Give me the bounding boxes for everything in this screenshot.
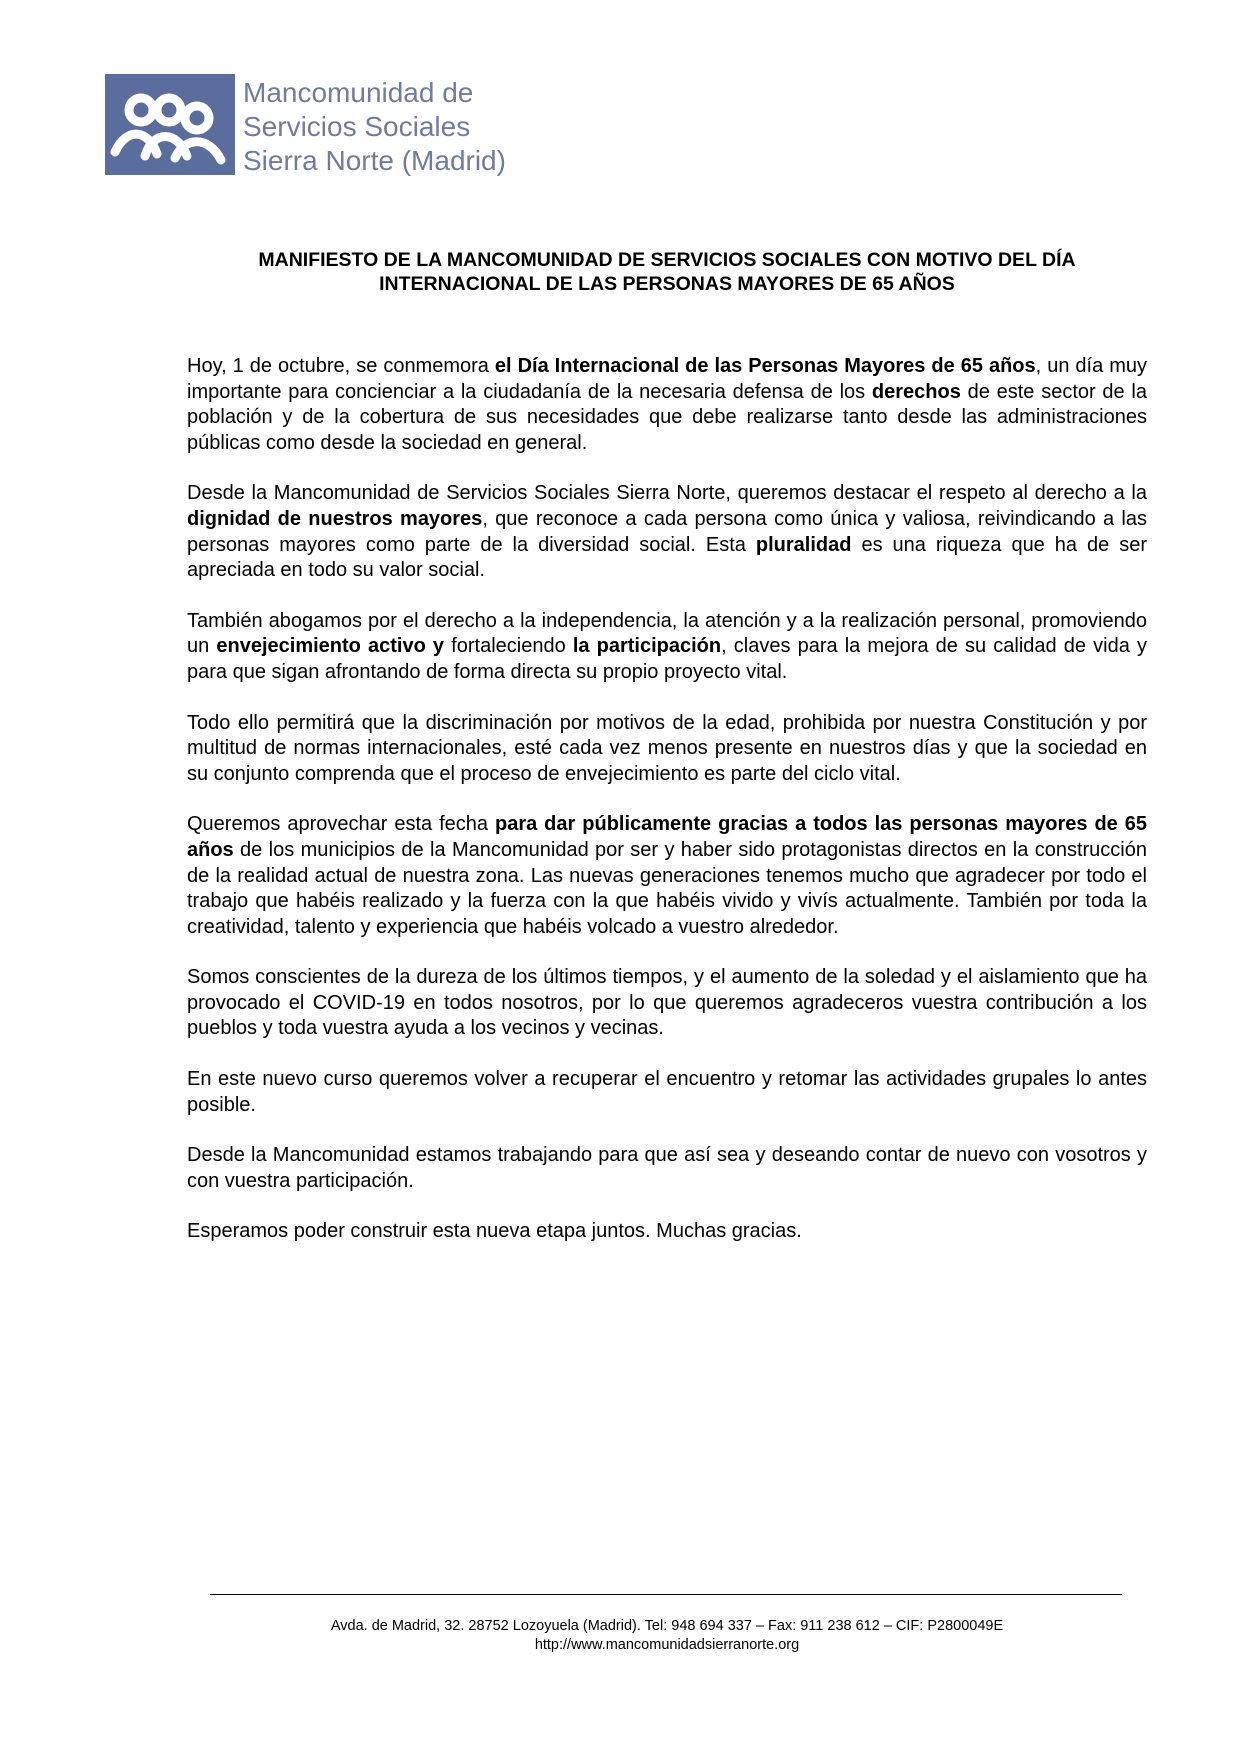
paragraph-2 [187, 481, 1147, 583]
text-run: Desde la Mancomunidad de Servicios Sociales Sierra Norte, queremos destacar el respeto al derecho a la [187, 482, 1147, 505]
text-run: fortaleciendo [444, 635, 573, 658]
people-chain-icon [105, 74, 235, 175]
paragraph-4 [187, 711, 1147, 788]
text-run: Esperamos poder construir esta nueva etapa juntos. Muchas gracias. [187, 1220, 802, 1243]
text-run: Hoy, 1 de octubre, se conmemora [187, 355, 495, 377]
organization-name [243, 76, 506, 178]
bold-text: el Día Internacional de las Personas Mayores de 65 años [494, 355, 1036, 377]
text-run: Somos conscientes de la dureza de los últimos tiempos, y el aumento de la soledad y el aislamiento que ha provocado el COVID-19 en todos nosotros, por lo que queremos agradeceros vuestra contribución a los pueblos y toda vuestra ayuda a los vecinos y vecinas. [187, 966, 1147, 1040]
text-run: de este sector de la población y de la cobertura de sus necesidades que debe realizarse tanto desde las administraciones públicas como desde la sociedad en general. [187, 380, 1148, 454]
text-run: , un día muy importante para concienciar a la ciudadanía de la necesaria defensa de los [187, 355, 1147, 403]
title-line-1: MANIFIESTO DE LA MANCOMUNIDAD DE SERVICIOS SOCIALES CON MOTIVO DEL DÍA [258, 249, 1076, 271]
bold-text: dignidad de nuestros mayores [187, 507, 483, 530]
document-title [187, 248, 1147, 296]
logo-line-2: Servicios Sociales [243, 111, 471, 142]
document-body [187, 354, 1147, 1270]
logo-line-3: Sierra Norte (Madrid) [243, 145, 506, 176]
bold-text: pluralidad [755, 533, 852, 556]
footer-address: Avda. de Madrid, 32. 28752 Lozoyuela (Madrid). Tel: 948 694 337 – Fax: 911 238 612 – CIF: P2800049E [330, 1618, 1004, 1634]
text-run: En este nuevo curso queremos volver a recuperar el encuentro y retomar las actividades grupales lo antes posible. [187, 1068, 1147, 1116]
bold-text: envejecimiento activo y [216, 635, 445, 658]
paragraph-1 [187, 354, 1147, 456]
paragraph-5 [187, 812, 1147, 940]
text-run: es una riqueza que ha de ser apreciada en todo su valor social. [187, 533, 1147, 582]
paragraph-3 [187, 609, 1147, 686]
paragraph-6 [187, 965, 1147, 1042]
text-run: También abogamos por el derecho a la independencia, la atención y a la realización personal, promoviendo un [187, 609, 1147, 658]
paragraph-9 [187, 1219, 1147, 1245]
footer [187, 1617, 1147, 1655]
text-run: , que reconoce a cada persona como única y valiosa, reivindicando a las personas mayores como parte de la diversidad social. Esta [187, 507, 1147, 556]
organization-logo [105, 74, 525, 184]
text-run: Todo ello permitirá que la discriminación por motivos de la edad, prohibida por nuestra Constitución y por multitud de normas internacionales, esté cada vez menos presente en nuestros días y que la sociedad en su conjunto comprenda que el proceso de envejecimiento es parte del ciclo vital. [187, 711, 1147, 785]
text-run: Desde la Mancomunidad estamos trabajando para que así sea y deseando contar de nuevo con vosotros y con vuestra participación. [187, 1144, 1147, 1192]
bold-text: para dar públicamente gracias a todos las personas mayores de 65 años [187, 813, 1148, 861]
bold-text: la participación [572, 635, 722, 658]
paragraph-8 [187, 1143, 1147, 1194]
paragraph-7 [187, 1067, 1147, 1118]
text-run: , claves para la mejora de su calidad de vida y para que sigan afrontando de forma directa su propio proyecto vital. [187, 635, 1147, 683]
bold-text: derechos [871, 380, 961, 403]
text-run: Queremos aprovechar esta fecha [187, 813, 495, 836]
logo-line-1: Mancomunidad de [243, 77, 474, 108]
footer-website-link[interactable]: http://www.mancomunidadsierranorte.org [534, 1637, 800, 1653]
footer-divider [210, 1594, 1122, 1595]
title-line-2: INTERNACIONAL DE LAS PERSONAS MAYORES DE 65 AÑOS [379, 273, 955, 295]
text-run: de los municipios de la Mancomunidad por ser y haber sido protagonistas directos en la construcción de la realidad actual de nuestra zona. Las nuevas generaciones tenemos mucho que agradecer por todo el trabajo que habéis realizado y la fuerza con la que habéis vivido y vivís actualmente. También por toda la creatividad, talento y experiencia que habéis volcado a vuestro alrededor. [187, 838, 1147, 938]
